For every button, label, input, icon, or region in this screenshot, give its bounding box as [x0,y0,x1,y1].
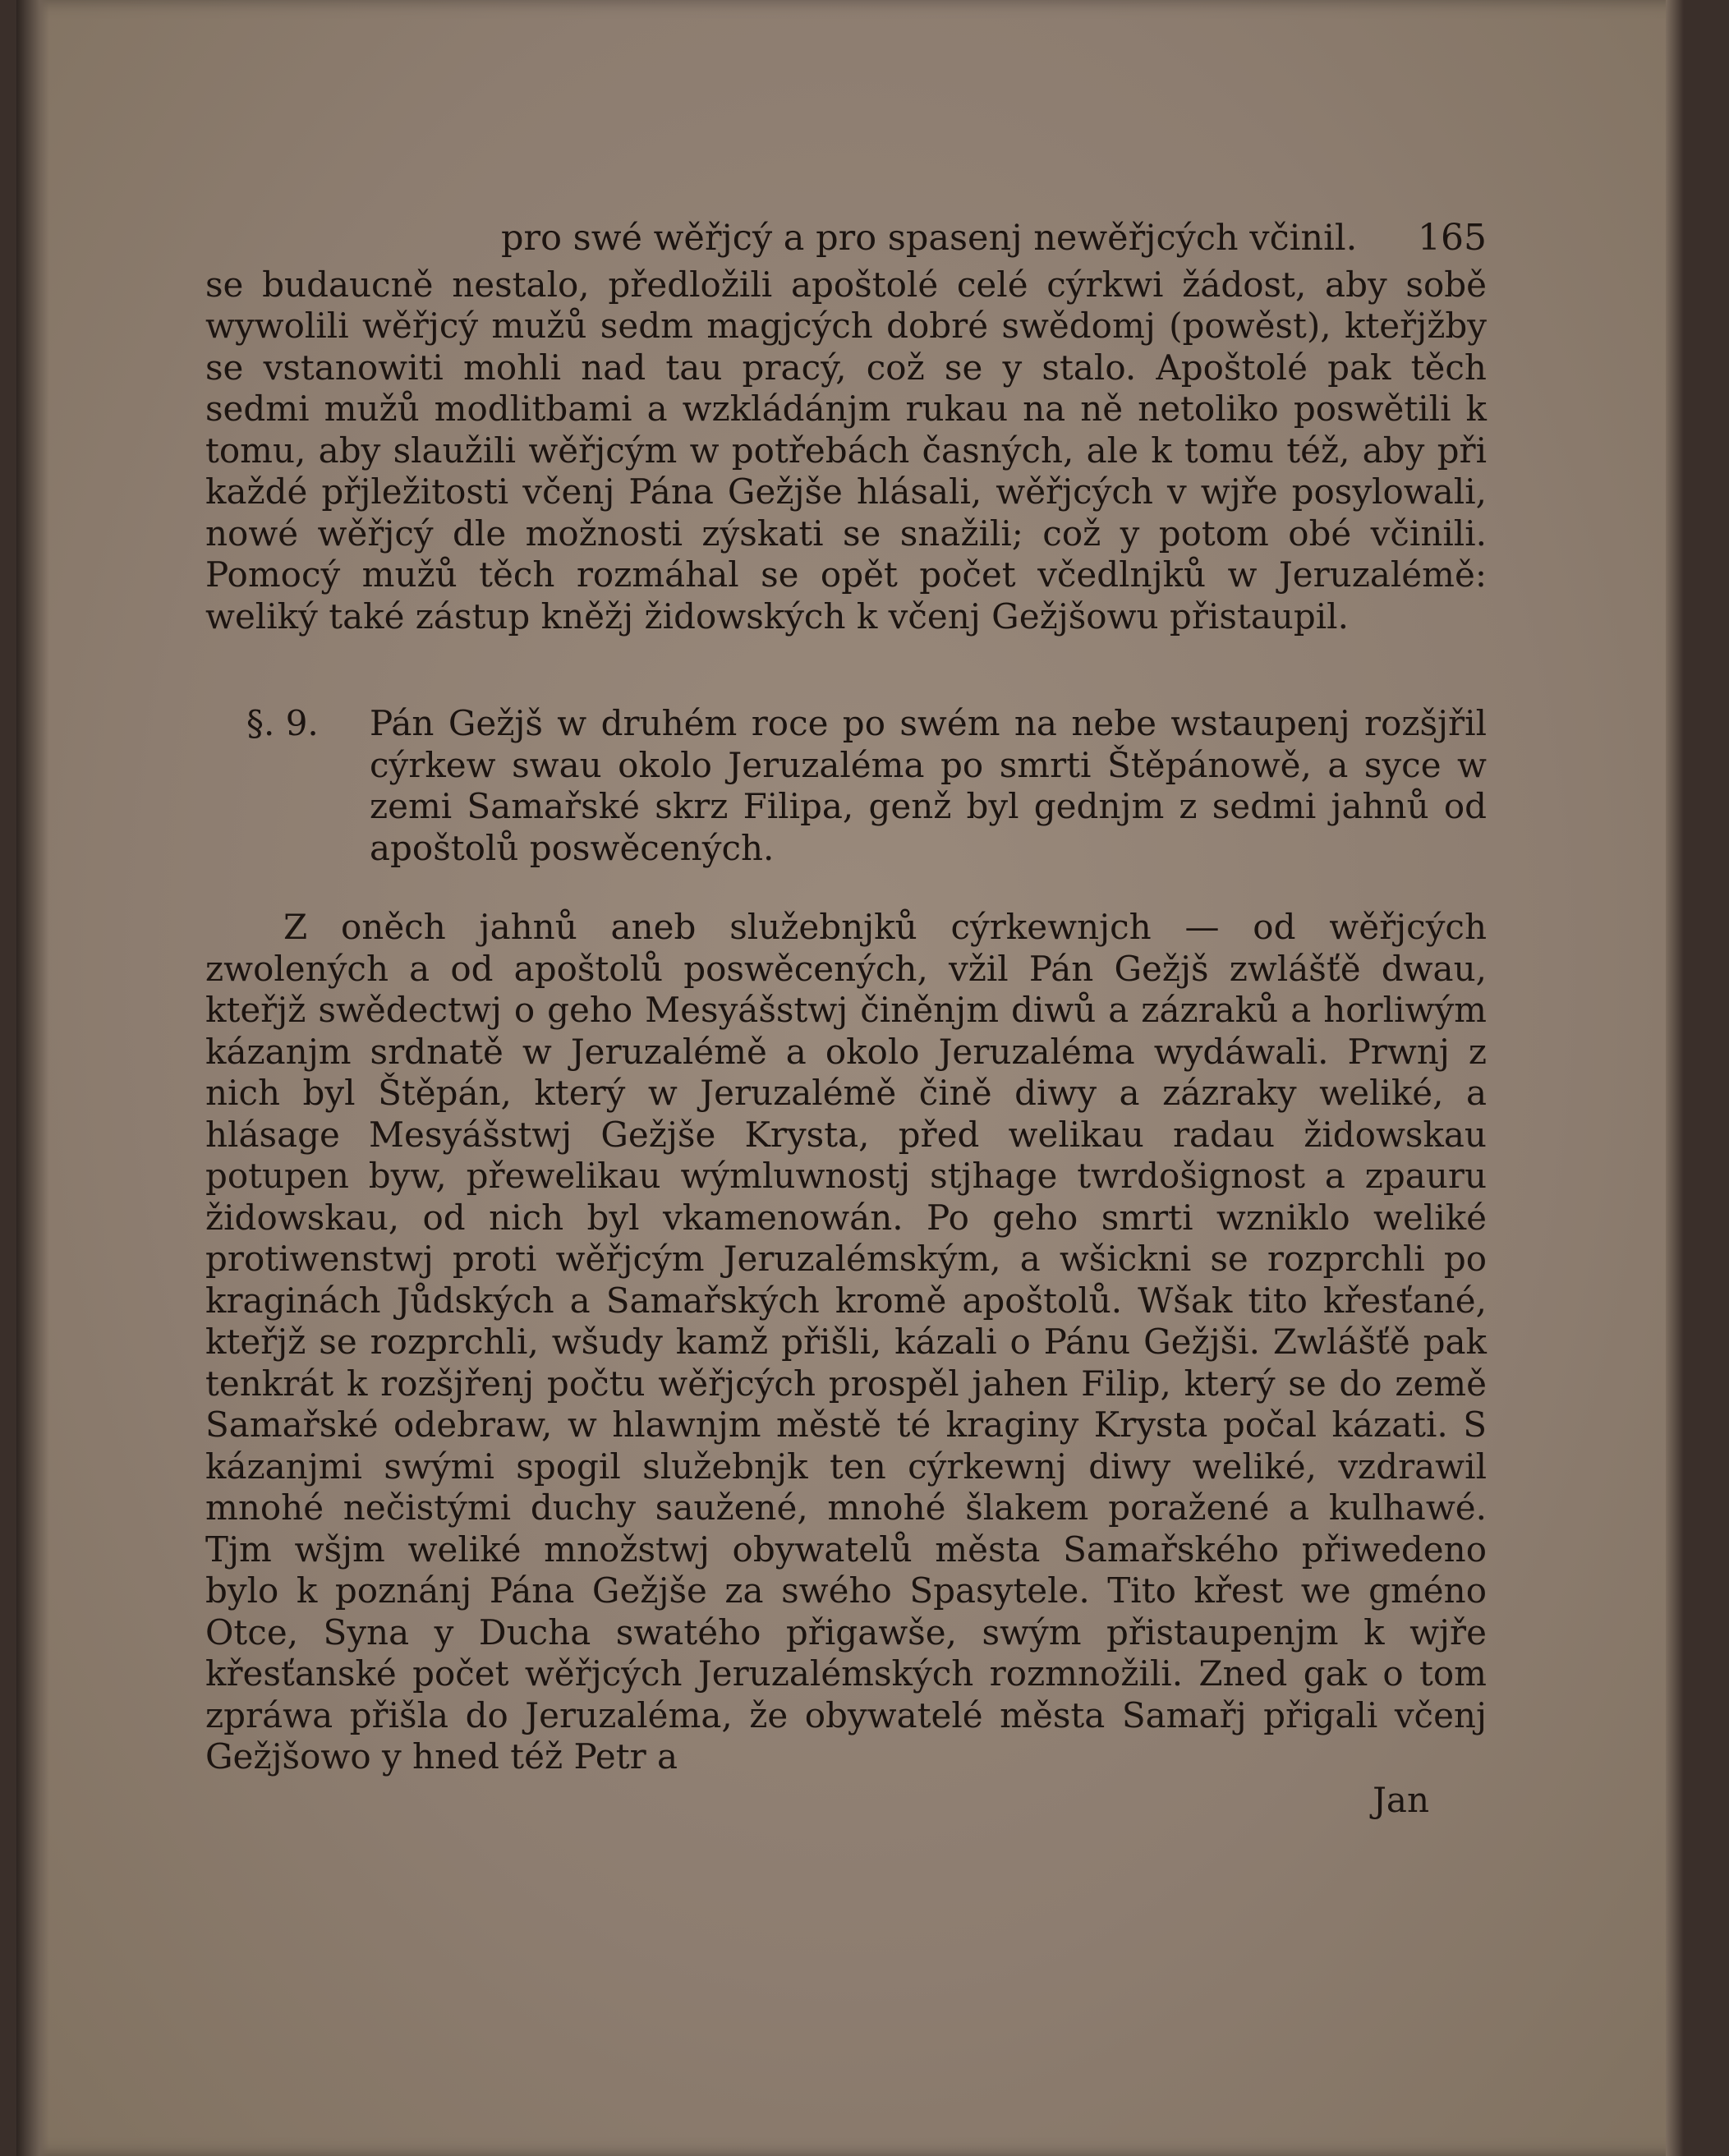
text-block [205,218,1487,1821]
page-gutter [16,0,49,2156]
section-heading [205,703,1487,869]
running-title: pro swé wěřjcý a pro spasenj newěřjcých včinil. [501,218,1358,259]
paragraph-2: Z oněch jahnů aneb služebnjků cýrkewnjch — od wěřjcých zwolených a od apoštolů poswěcených, vžil Pán Gežjš zwlášťě dwau, kteřjž swědectwj o geho Mesyášstwj činěnjm diwů a zázraků a horliwým kázanjm srdnatě w Jeruzalémě a okolo Jeruzaléma wydáwali. Prwnj z nich byl Štěpán, který w Jeruzalémě čině diwy a zázraky weliké, a hlásage Mesyášstwj Gežjše Krysta, před welikau radau židowskau potupen byw, přewelikau wýmluwnostj stjhage twrdošignost a zpauru židowskau, od nich byl vkamenowán. Po geho smrti wzniklo weliké protiwenstwj proti wěřjcým Jeruzalémským, a wšickni se rozprchli po kraginách Jůdských a Samařských kromě apoštolů. Wšak tito křesťané, kteřjž se rozprchli, wšudy kamž přišli, kázali o Pánu Gežjši. Zwlášťě pak tenkrát k rozšjřenj počtu wěřjcých prospěl jahen Filip, který se do země Samařské odebraw, w hlawnjm městě té kraginy Krysta počal kázati. S kázanjmi swými spogil služebnjk ten cýrkewnj diwy weliké, vzdrawil mnohé nečistými duchy saužené, mnohé šlakem poražené a kulhawé. Tjm wšjm weliké množstwj obywatelů města Samařského přiwedeno bylo k poznánj Pána Gežjše za swého Spasytele. Tito křest we gméno Otce, Syna y Ducha swatého přigawše, swým přistaupenjm k wjře křesťanské počet wěřjcých Jeruzalémských rozmnožili. Zned gak o tom zpráwa přišla do Jeruzaléma, že obywatelé města Samařj přigali včenj Gežjšowo y hned též Petr a [205,907,1487,1777]
running-header [205,218,1487,260]
section-number: §. 9. [246,703,319,743]
section-summary: Pán Gežjš w druhém roce po swém na nebe wstaupenj rozšjřil cýrkew swau okolo Jeruzaléma po smrti Štěpánowě, a syce w zemi Samařské skrz Filipa, genž byl gednjm z sedmi jahnů od apoštolů poswěcených. [370,703,1487,868]
catchword: Jan [1373,1779,1429,1820]
paragraph-1: se budaucně nestalo, předložili apoštolé celé cýrkwi žádost, aby sobě wywolili wěřjcý mužů sedm magjcých dobré swědomj (powěst), kteřjžby se vstanowiti mohli nad tau pracý, což se y stalo. Apoštolé pak těch sedmi mužů modlitbami a wzkládánjm rukau na ně netoliko poswětili k tomu, aby slaužili wěřjcým w potřebách časných, ale k tomu též, aby při každé přjležitosti včenj Pána Gežjše hlásali, wěřjcých v wjře posylowali, nowé wěřjcý dle možnosti zýskati se snažili; což y potom obé včinili. Pomocý mužů těch rozmáhal se opět počet včedlnjků w Jeruzalémě: weliký také zástup kněžj židowských k včenj Gežjšowu přistaupil. [205,264,1487,637]
page-number: 165 [1418,217,1487,259]
page-edge [1666,0,1684,2156]
book-page [16,0,1684,2156]
